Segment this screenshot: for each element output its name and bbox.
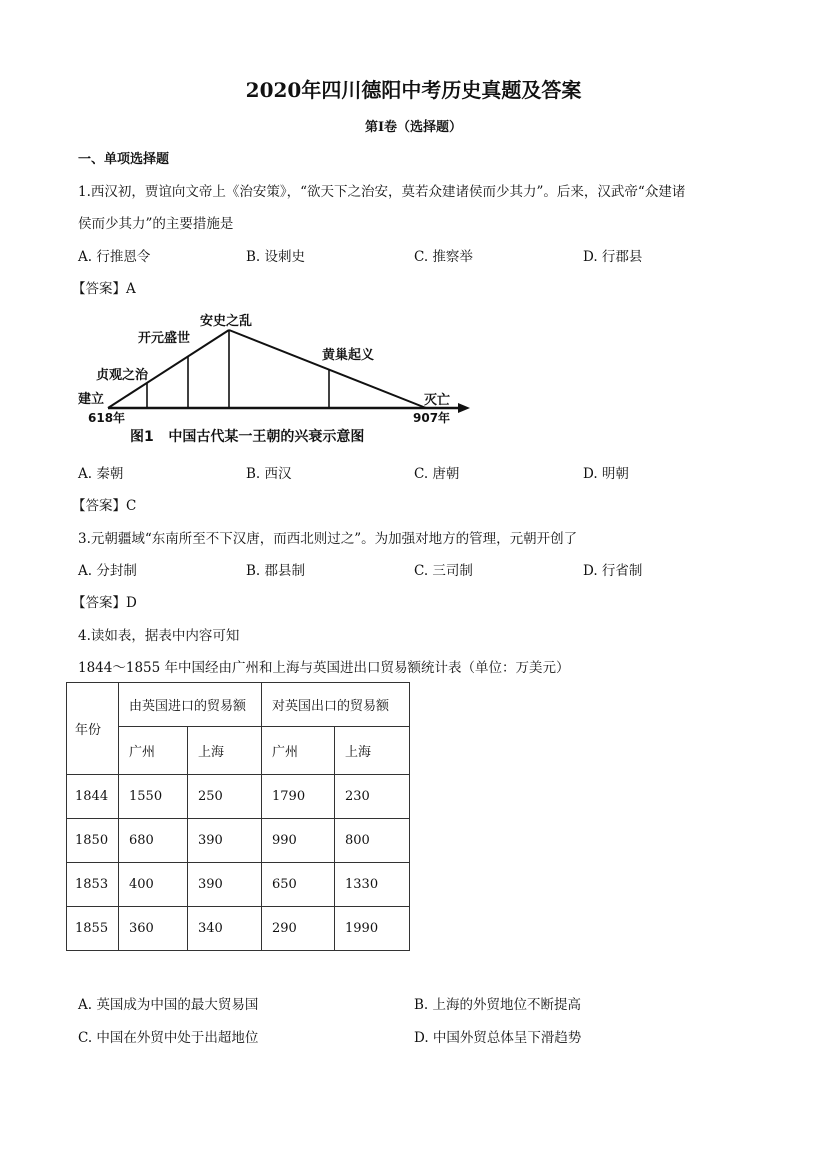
label-start-year: 618年 xyxy=(88,411,126,425)
q1-option-c: C. 推察举 xyxy=(414,249,473,265)
table-cell: 990 xyxy=(262,819,335,863)
figure-caption: 图1 中国古代某一王朝的兴衰示意图 xyxy=(130,429,365,445)
table-subheader: 广州 xyxy=(262,727,335,775)
label-anshi: 安史之乱 xyxy=(200,314,253,329)
q4-option-b: B. 上海的外贸地位不断提高 xyxy=(414,997,582,1013)
q3-option-d: D. 行省制 xyxy=(583,563,643,579)
q4-text: 4.读如表，据表中内容可知 xyxy=(78,628,240,644)
table-cell: 340 xyxy=(188,907,262,951)
q3-option-c: C. 三司制 xyxy=(414,563,473,579)
table-subheader: 上海 xyxy=(188,727,262,775)
q3-option-b: B. 郡县制 xyxy=(246,563,306,579)
q2-option-a: A. 秦朝 xyxy=(78,466,124,482)
q3-text: 3.元朝疆域“东南所至不下汉唐，而西北则过之”。为加强对地方的管理，元朝开创了 xyxy=(78,531,578,547)
q4-option-a: A. 英国成为中国的最大贸易国 xyxy=(78,997,259,1013)
q1-option-d: D. 行郡县 xyxy=(583,249,643,265)
table-header-import: 由英国进口的贸易额 xyxy=(119,683,262,727)
table-cell: 650 xyxy=(262,863,335,907)
table-header-export: 对英国出口的贸易额 xyxy=(262,683,410,727)
table-cell: 390 xyxy=(188,863,262,907)
table-subheader: 广州 xyxy=(119,727,188,775)
q3-answer: 【答案】D xyxy=(72,595,137,611)
table-row xyxy=(67,863,410,907)
label-start: 建立 xyxy=(78,392,105,407)
table-cell: 390 xyxy=(188,819,262,863)
q1-option-b: B. 设刺史 xyxy=(246,249,306,265)
table-cell: 680 xyxy=(119,819,188,863)
q3-option-a: A. 分封制 xyxy=(78,563,137,579)
decline-line xyxy=(229,330,426,408)
table-cell: 400 xyxy=(119,863,188,907)
q2-answer: 【答案】C xyxy=(72,498,137,514)
q2-option-d: D. 明朝 xyxy=(583,466,629,482)
dynasty-rise-fall-figure xyxy=(0,300,827,460)
table-row xyxy=(67,907,410,951)
label-kaiyuan: 开元盛世 xyxy=(138,331,191,346)
table-row xyxy=(67,819,410,863)
table-cell: 250 xyxy=(188,775,262,819)
table-cell-year: 1844 xyxy=(67,775,119,819)
table-cell: 1790 xyxy=(262,775,335,819)
table-cell: 230 xyxy=(335,775,410,819)
table-cell-year: 1853 xyxy=(67,863,119,907)
label-zhenguan: 贞观之治 xyxy=(96,368,149,383)
q2-option-c: C. 唐朝 xyxy=(414,466,460,482)
trade-table xyxy=(66,682,410,951)
q1-answer: 【答案】A xyxy=(72,281,136,297)
table-cell: 290 xyxy=(262,907,335,951)
table-caption: 1844～1855 年中国经由广州和上海与英国进出口贸易额统计表（单位：万美元） xyxy=(78,660,570,676)
table-cell-year: 1850 xyxy=(67,819,119,863)
q4-option-d: D. 中国外贸总体呈下滑趋势 xyxy=(414,1030,582,1046)
table-cell: 1990 xyxy=(335,907,410,951)
q1-text-line2: 侯而少其力”的主要措施是 xyxy=(78,216,234,232)
table-subheader: 上海 xyxy=(335,727,410,775)
page-subtitle: 第Ⅰ卷（选择题） xyxy=(364,120,463,135)
table-cell: 1330 xyxy=(335,863,410,907)
table-cell: 1550 xyxy=(119,775,188,819)
q1-option-a: A. 行推恩令 xyxy=(78,249,151,265)
table-header-year: 年份 xyxy=(67,683,119,775)
label-end-year: 907年 xyxy=(413,411,451,425)
label-huangchao: 黄巢起义 xyxy=(322,348,375,363)
table-cell-year: 1855 xyxy=(67,907,119,951)
table-cell: 360 xyxy=(119,907,188,951)
q1-text-line1: 1.西汉初，贾谊向文帝上《治安策》，“欲天下之治安，莫若众建诸侯而少其力”。后来，汉武帝“众建诸 xyxy=(78,184,686,200)
page-title: 2020年四川德阳中考历史真题及答案 xyxy=(245,78,582,102)
section-heading: 一、单项选择题 xyxy=(78,152,170,167)
table-row xyxy=(67,775,410,819)
table-cell: 800 xyxy=(335,819,410,863)
label-end: 灭亡 xyxy=(424,393,451,408)
q4-option-c: C. 中国在外贸中处于出超地位 xyxy=(78,1030,259,1046)
q2-option-b: B. 西汉 xyxy=(246,466,292,482)
timeline-arrowhead xyxy=(458,403,470,413)
